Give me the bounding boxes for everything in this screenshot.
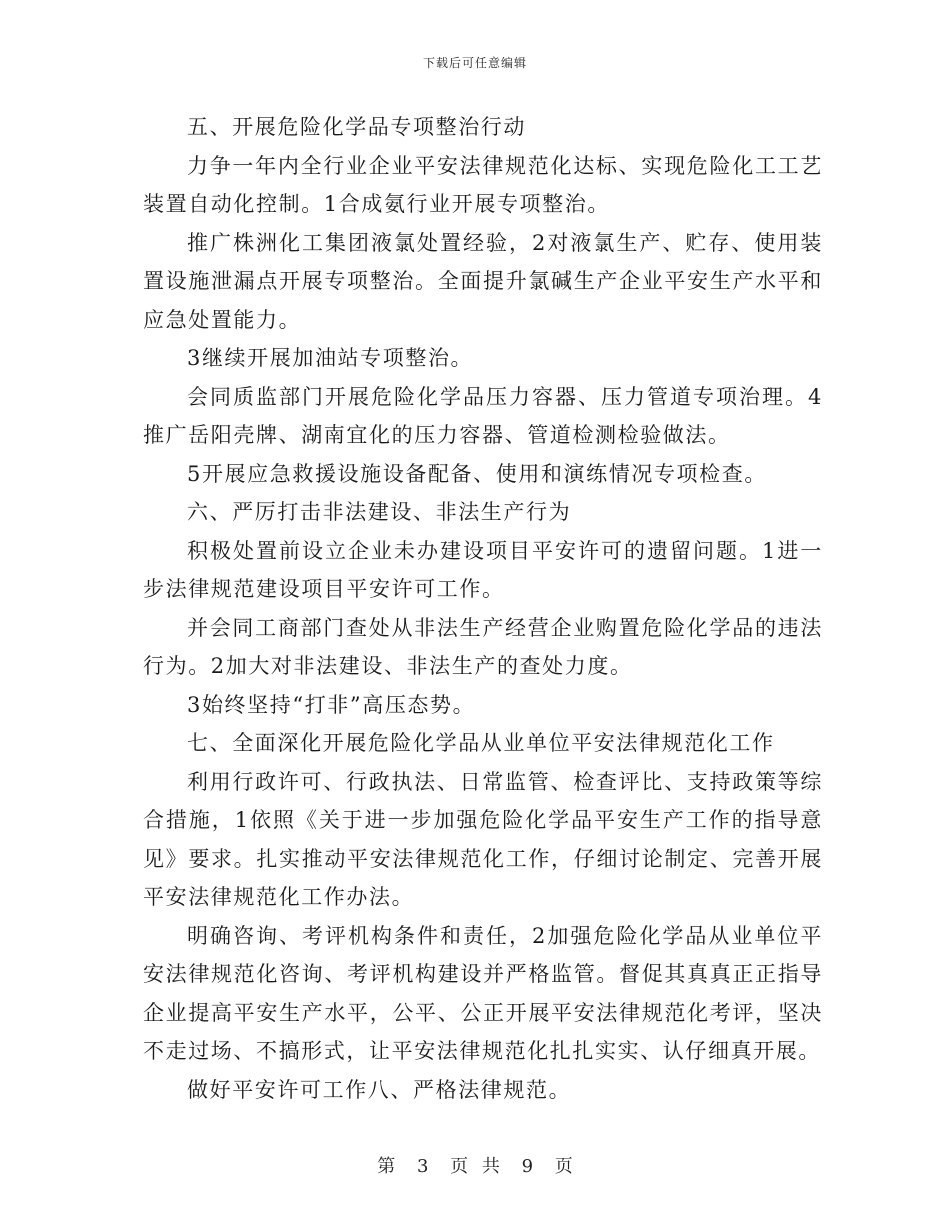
- page-footer: [0, 1152, 950, 1178]
- current-page-number: 3: [416, 1156, 429, 1177]
- paragraph: 利用行政许可、行政执法、日常监管、检查评比、支持政策等综合措施，1依照《关于进一步加强危险化学品平安生产工作的指导意见》要求。扎实推动平安法律规范化工作，仔细讨论制定、完善开展平安法律规范化工作办法。: [143, 769, 823, 909]
- footer-middle: 页 共: [450, 1156, 500, 1177]
- paragraph: 并会同工商部门查处从非法生产经营企业购置危险化学品的违法行为。2加大对非法建设、非法生产的查处力度。: [143, 615, 823, 678]
- paragraph: 3继续开展加油站专项整治。: [187, 346, 474, 370]
- footer-prefix: 第: [377, 1156, 396, 1177]
- paragraph: 推广株洲化工集团液氯处置经验，2对液氯生产、贮存、使用装置设施泄漏点开展专项整治。全面提升氯碱生产企业平安生产水平和应急处置能力。: [143, 230, 823, 332]
- page-header: 下载后可任意编辑: [422, 56, 527, 70]
- paragraph: 5开展应急救援设施设备配备、使用和演练情况专项检查。: [187, 461, 767, 486]
- paragraph: 力争一年内全行业企业平安法律规范化达标、实现危险化工工艺装置自动化控制。1合成氨行业开展专项整治。: [143, 153, 823, 216]
- footer-suffix: 页: [554, 1156, 573, 1177]
- document-body: [143, 108, 823, 1109]
- paragraph: 明确咨询、考评机构条件和责任，2加强危险化学品从业单位平安法律规范化咨询、考评机构建设并严格监管。督促其真真正正指导企业提高平安生产水平，公平、公正开展平安法律规范化考评，坚决不走过场、不搞形式，让平安法律规范化扎扎实实、认仔细真开展。: [143, 923, 823, 1063]
- section-heading-5: 五、开展危险化学品专项整治行动: [187, 115, 526, 139]
- paragraph: 3始终坚持“打非”高压态势。: [187, 692, 476, 717]
- section-heading-6: 六、严厉打击非法建设、非法生产行为: [187, 500, 572, 524]
- paragraph: 做好平安许可工作八、严格法律规范。: [187, 1077, 572, 1102]
- total-page-count: 9: [521, 1156, 534, 1177]
- section-heading-7: 七、全面深化开展危险化学品从业单位平安法律规范化工作: [187, 731, 775, 755]
- paragraph: 积极处置前设立企业未办建设项目平安许可的遗留问题。1进一步法律规范建设项目平安许可工作。: [143, 538, 823, 601]
- paragraph: 会同质监部门开展危险化学品压力容器、压力管道专项治理。4推广岳阳壳牌、湖南宜化的压力容器、管道检测检验做法。: [143, 384, 823, 447]
